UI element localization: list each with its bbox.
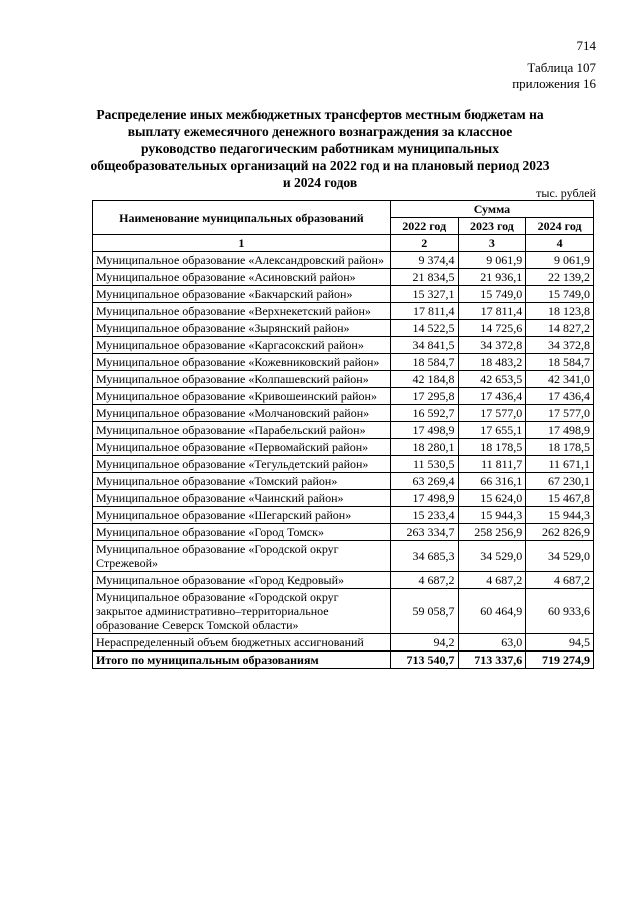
table-row bbox=[93, 524, 594, 541]
amount-2024: 262 826,9 bbox=[526, 524, 594, 541]
column-number: 1 bbox=[93, 235, 391, 252]
amount-2022: 63 269,4 bbox=[390, 473, 458, 490]
table-row bbox=[93, 269, 594, 286]
table-row bbox=[93, 589, 594, 634]
table-row bbox=[93, 388, 594, 405]
municipality-name: Муниципальное образование «Бакчарский район» bbox=[93, 286, 391, 303]
amount-2022: 15 327,1 bbox=[390, 286, 458, 303]
amount-2023: 34 529,0 bbox=[458, 541, 526, 572]
table-reference bbox=[512, 60, 596, 92]
table-reference-line1: Таблица 107 bbox=[527, 60, 596, 75]
amount-2023: 14 725,6 bbox=[458, 320, 526, 337]
municipality-name: Муниципальное образование «Тегульдетский район» bbox=[93, 456, 391, 473]
amount-2022: 34 841,5 bbox=[390, 337, 458, 354]
amount-2022: 14 522,5 bbox=[390, 320, 458, 337]
amount-2023: 258 256,9 bbox=[458, 524, 526, 541]
total-label: Итого по муниципальным образованиям bbox=[93, 651, 391, 669]
amount-2024: 15 944,3 bbox=[526, 507, 594, 524]
amount-2022: 94,2 bbox=[390, 634, 458, 652]
total-row bbox=[93, 651, 594, 669]
column-number: 4 bbox=[526, 235, 594, 252]
amount-2023: 11 811,7 bbox=[458, 456, 526, 473]
header-year-2024: 2024 год bbox=[526, 218, 594, 235]
table-body bbox=[93, 252, 594, 652]
table-row bbox=[93, 252, 594, 269]
amount-2023: 21 936,1 bbox=[458, 269, 526, 286]
amount-2022: 16 592,7 bbox=[390, 405, 458, 422]
amount-2024: 67 230,1 bbox=[526, 473, 594, 490]
amount-2024: 42 341,0 bbox=[526, 371, 594, 388]
amount-2024: 22 139,2 bbox=[526, 269, 594, 286]
column-number: 2 bbox=[390, 235, 458, 252]
amount-2022: 42 184,8 bbox=[390, 371, 458, 388]
amount-2024: 17 498,9 bbox=[526, 422, 594, 439]
amount-2024: 15 467,8 bbox=[526, 490, 594, 507]
table-row bbox=[93, 490, 594, 507]
municipality-name: Муниципальное образование «Парабельский район» bbox=[93, 422, 391, 439]
amount-2024: 34 529,0 bbox=[526, 541, 594, 572]
municipality-name: Муниципальное образование «Колпашевский район» bbox=[93, 371, 391, 388]
municipality-name: Муниципальное образование «Каргасокский район» bbox=[93, 337, 391, 354]
table-row bbox=[93, 439, 594, 456]
amount-2024: 9 061,9 bbox=[526, 252, 594, 269]
amount-2023: 34 372,8 bbox=[458, 337, 526, 354]
municipality-name: Муниципальное образование «Городской округ закрытое административно–территориальное образование Северск Томской области» bbox=[93, 589, 391, 634]
amount-2022: 34 685,3 bbox=[390, 541, 458, 572]
amount-2024: 60 933,6 bbox=[526, 589, 594, 634]
total-2022: 713 540,7 bbox=[390, 651, 458, 669]
table-row bbox=[93, 422, 594, 439]
amount-2023: 4 687,2 bbox=[458, 572, 526, 589]
header-sum: Сумма bbox=[390, 201, 593, 218]
municipality-name: Муниципальное образование «Асиновский район» bbox=[93, 269, 391, 286]
column-number: 3 bbox=[458, 235, 526, 252]
municipality-name: Нераспределенный объем бюджетных ассигнований bbox=[93, 634, 391, 652]
municipality-name: Муниципальное образование «Александровский район» bbox=[93, 252, 391, 269]
amount-2022: 11 530,5 bbox=[390, 456, 458, 473]
amount-2023: 15 944,3 bbox=[458, 507, 526, 524]
table-reference-line2: приложения 16 bbox=[512, 76, 596, 91]
amount-2023: 17 577,0 bbox=[458, 405, 526, 422]
total-2023: 713 337,6 bbox=[458, 651, 526, 669]
amount-2023: 18 483,2 bbox=[458, 354, 526, 371]
municipality-name: Муниципальное образование «Зырянский район» bbox=[93, 320, 391, 337]
amount-2024: 94,5 bbox=[526, 634, 594, 652]
municipality-name: Муниципальное образование «Городской округ Стрежевой» bbox=[93, 541, 391, 572]
amount-2024: 11 671,1 bbox=[526, 456, 594, 473]
amount-2023: 9 061,9 bbox=[458, 252, 526, 269]
municipality-name: Муниципальное образование «Кожевниковский район» bbox=[93, 354, 391, 371]
amount-2022: 17 498,9 bbox=[390, 490, 458, 507]
amount-2022: 15 233,4 bbox=[390, 507, 458, 524]
table-row bbox=[93, 507, 594, 524]
table-row bbox=[93, 320, 594, 337]
amount-2022: 21 834,5 bbox=[390, 269, 458, 286]
amount-2024: 17 436,4 bbox=[526, 388, 594, 405]
amount-2024: 18 178,5 bbox=[526, 439, 594, 456]
header-year-2022: 2022 год bbox=[390, 218, 458, 235]
amount-2024: 17 577,0 bbox=[526, 405, 594, 422]
table-row bbox=[93, 456, 594, 473]
units-label: тыс. рублей bbox=[536, 186, 596, 200]
header-year-2023: 2023 год bbox=[458, 218, 526, 235]
table-row bbox=[93, 405, 594, 422]
municipality-name: Муниципальное образование «Кривошеинский район» bbox=[93, 388, 391, 405]
amount-2023: 15 624,0 bbox=[458, 490, 526, 507]
municipality-name: Муниципальное образование «Шегарский район» bbox=[93, 507, 391, 524]
amount-2024: 4 687,2 bbox=[526, 572, 594, 589]
amount-2024: 18 123,8 bbox=[526, 303, 594, 320]
amount-2023: 18 178,5 bbox=[458, 439, 526, 456]
table-row bbox=[93, 337, 594, 354]
table-row bbox=[93, 541, 594, 572]
amount-2022: 17 811,4 bbox=[390, 303, 458, 320]
amount-2023: 17 655,1 bbox=[458, 422, 526, 439]
table-row bbox=[93, 286, 594, 303]
amount-2022: 263 334,7 bbox=[390, 524, 458, 541]
municipality-name: Муниципальное образование «Томский район» bbox=[93, 473, 391, 490]
table-row bbox=[93, 354, 594, 371]
allocation-table bbox=[92, 200, 594, 669]
table-row bbox=[93, 572, 594, 589]
amount-2022: 18 584,7 bbox=[390, 354, 458, 371]
amount-2024: 15 749,0 bbox=[526, 286, 594, 303]
amount-2023: 15 749,0 bbox=[458, 286, 526, 303]
amount-2023: 17 436,4 bbox=[458, 388, 526, 405]
table-row bbox=[93, 303, 594, 320]
amount-2023: 17 811,4 bbox=[458, 303, 526, 320]
amount-2022: 59 058,7 bbox=[390, 589, 458, 634]
amount-2024: 18 584,7 bbox=[526, 354, 594, 371]
amount-2023: 60 464,9 bbox=[458, 589, 526, 634]
table-row bbox=[93, 473, 594, 490]
amount-2024: 14 827,2 bbox=[526, 320, 594, 337]
amount-2022: 18 280,1 bbox=[390, 439, 458, 456]
header-name: Наименование муниципальных образований bbox=[93, 201, 391, 235]
amount-2022: 4 687,2 bbox=[390, 572, 458, 589]
municipality-name: Муниципальное образование «Первомайский район» bbox=[93, 439, 391, 456]
document-title: Распределение иных межбюджетных трансфертов местным бюджетам на выплату ежемесячного денежного вознаграждения за классное руководство педагогическим работникам муниципальных общеобразовательных организаций на 2022 год и на плановый период 2023 и 2024 годов bbox=[90, 107, 550, 190]
municipality-name: Муниципальное образование «Верхнекетский район» bbox=[93, 303, 391, 320]
table-row bbox=[93, 371, 594, 388]
municipality-name: Муниципальное образование «Молчановский район» bbox=[93, 405, 391, 422]
amount-2023: 66 316,1 bbox=[458, 473, 526, 490]
amount-2024: 34 372,8 bbox=[526, 337, 594, 354]
amount-2023: 42 653,5 bbox=[458, 371, 526, 388]
municipality-name: Муниципальное образование «Город Кедровый» bbox=[93, 572, 391, 589]
page-number: 714 bbox=[576, 38, 596, 53]
total-2024: 719 274,9 bbox=[526, 651, 594, 669]
amount-2022: 17 295,8 bbox=[390, 388, 458, 405]
municipality-name: Муниципальное образование «Чаинский район» bbox=[93, 490, 391, 507]
table-row bbox=[93, 634, 594, 652]
amount-2023: 63,0 bbox=[458, 634, 526, 652]
amount-2022: 9 374,4 bbox=[390, 252, 458, 269]
amount-2022: 17 498,9 bbox=[390, 422, 458, 439]
municipality-name: Муниципальное образование «Город Томск» bbox=[93, 524, 391, 541]
